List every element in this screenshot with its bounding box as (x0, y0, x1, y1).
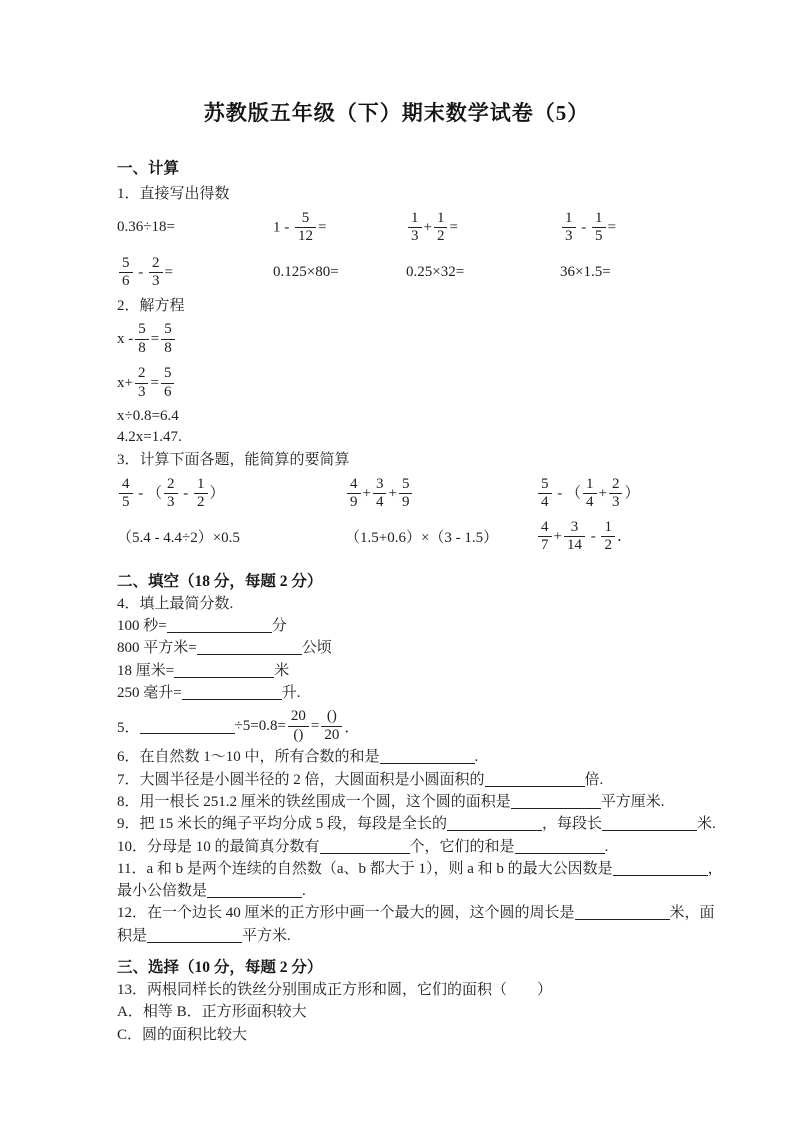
fraction-denominator: 3 (137, 384, 146, 401)
expr-text: = (318, 219, 327, 236)
expr-text: - (179, 485, 192, 502)
fraction-numerator: 2 (149, 256, 163, 274)
q3-expression-2 (345, 477, 536, 512)
expr-text: 公顷 (301, 640, 332, 657)
fraction (408, 211, 422, 246)
fraction-denominator: 20 (324, 726, 340, 743)
expr-text: + (598, 485, 607, 502)
q3-label: 3．计算下面各题，能简算的要简算 (117, 451, 350, 468)
expr-text: - (586, 528, 600, 545)
q1-row2 (117, 250, 698, 295)
expr-text: - (577, 219, 590, 236)
expr-text: 分 (271, 618, 287, 635)
fraction (538, 520, 552, 555)
fraction-numerator: 3 (373, 477, 387, 495)
expr-text: 升. (281, 685, 301, 702)
fraction (135, 366, 149, 401)
fraction (592, 211, 606, 246)
q4-line-1 (117, 615, 698, 637)
expr-text: 36×1.5= (560, 264, 611, 281)
expr-text: + (388, 485, 397, 502)
fraction-numerator: 5 (399, 477, 413, 495)
fraction-numerator: 3 (564, 520, 585, 538)
fraction-denominator: 3 (152, 273, 160, 290)
expr-text: - (134, 264, 147, 281)
fill-blank (197, 640, 302, 655)
q1-expression-8 (560, 264, 611, 281)
q11-line-2 (117, 880, 698, 902)
expr-text: 6．在自然数 1～10 中，所有合数的和是 (117, 749, 380, 766)
q1-expression-4 (560, 211, 616, 246)
fill-blank (174, 663, 274, 678)
q11-line-1 (117, 858, 723, 880)
q1-expression-2 (273, 211, 406, 246)
expr-text: ． (616, 528, 632, 545)
fraction-numerator: () (321, 709, 342, 727)
expr-text: ，每段长 (542, 816, 603, 833)
expr-text: 积是 (117, 927, 148, 944)
expr-text: = (607, 219, 616, 236)
q1-expression-5 (117, 256, 273, 291)
expr-text: 800 平方米= (117, 640, 197, 657)
expr-text: x+ (117, 375, 133, 392)
expr-text: 个，它们的和是 (409, 838, 515, 855)
expr-text: 米，面 (669, 905, 715, 922)
expr-text: x÷0.8=6.4 (117, 407, 179, 424)
q1-expression-6 (273, 264, 406, 281)
fraction (161, 366, 175, 401)
expr-text: + (553, 528, 562, 545)
fill-blank (182, 685, 282, 700)
fraction-numerator: 2 (135, 366, 149, 384)
expr-text: 1 - (273, 219, 293, 236)
expr-text: 米. (697, 816, 716, 833)
expr-text: . (604, 838, 609, 855)
fraction (562, 211, 576, 246)
fraction (583, 477, 597, 512)
fraction (161, 322, 175, 357)
fraction-numerator: 1 (583, 477, 597, 495)
expr-text: . (474, 749, 479, 766)
fraction-denominator: 3 (411, 228, 419, 245)
fraction-denominator: 2 (436, 228, 445, 245)
fraction-denominator: 2 (604, 537, 612, 554)
fraction (564, 520, 585, 555)
fill-blank (167, 618, 272, 633)
expr-text: = (150, 331, 160, 348)
fraction (601, 520, 615, 555)
q3-expression-1 (117, 477, 345, 512)
q2-equation-4 (117, 427, 698, 449)
q4-line-3 (117, 660, 698, 682)
fraction-numerator: 1 (562, 211, 576, 229)
fraction-denominator: 3 (565, 228, 573, 245)
fraction (399, 477, 413, 512)
expr-text: 0.25×32= (406, 264, 465, 281)
section-fill-heading: 二、填空（18 分，每题 2 分） (117, 572, 323, 590)
fill-blank (613, 861, 708, 876)
fraction-denominator: 7 (541, 537, 549, 554)
expr-text: 最小公倍数是 (117, 883, 208, 900)
fraction-denominator: 4 (586, 494, 594, 511)
fraction (347, 477, 361, 512)
expr-text: + (362, 485, 371, 502)
expr-text: 0.125×80= (273, 264, 339, 281)
section-calc-heading: 一、计算 (117, 160, 180, 177)
fraction-numerator: 5 (295, 211, 316, 229)
expr-text: 12．在一个边长 40 厘米的正方形中画一个最大的圆，这个圆的周长是 (117, 905, 575, 922)
expr-text: 7．大圆半径是小圆半径的 2 倍，大圆面积是小圆面积的 (117, 771, 485, 788)
fill-blank (140, 719, 235, 734)
fraction-numerator: 20 (288, 709, 309, 727)
q7-line (117, 769, 698, 791)
expr-text: = (150, 375, 159, 392)
section-choice-heading: 三、选择（10 分，每题 2 分） (117, 959, 323, 977)
fraction-numerator: 2 (164, 477, 178, 495)
expr-text: = (449, 219, 458, 236)
fraction-denominator: 4 (541, 494, 549, 511)
fraction (288, 709, 309, 744)
fraction-denominator: 9 (350, 494, 358, 511)
expr-text: - （ (553, 485, 581, 502)
fraction (295, 211, 316, 246)
expr-text: 平方米. (242, 927, 291, 944)
q13-stem: 13．两根同样长的铁丝分别围成正方形和圆，它们的面积（ ） (117, 982, 553, 999)
fraction-denominator: 3 (167, 494, 175, 511)
fraction (119, 256, 133, 291)
fill-blank (380, 749, 475, 764)
fraction-denominator: 12 (298, 228, 313, 245)
q3-expression-3 (536, 477, 639, 512)
q1-expression-7 (406, 264, 560, 281)
expr-text: = (310, 717, 320, 734)
fraction-numerator: 1 (194, 477, 208, 495)
q9-line (117, 813, 716, 835)
fraction (538, 477, 552, 512)
fraction (164, 477, 178, 512)
fill-blank (515, 839, 605, 854)
fraction (373, 477, 387, 512)
fill-blank (485, 772, 585, 787)
q10-line (117, 836, 698, 858)
q2-equation-2 (117, 362, 698, 406)
fraction-denominator: 5 (595, 228, 603, 245)
expr-text: 10．分母是 10 的最简真分数有 (117, 838, 320, 855)
fraction-numerator: 5 (135, 322, 149, 340)
fraction-denominator: 14 (566, 537, 582, 554)
fraction (135, 322, 149, 357)
q3-expression-6 (536, 520, 632, 555)
expr-text: 8．用一根长 251.2 厘米的铁丝围成一个圆，这个圆的面积是 (117, 793, 511, 810)
expr-text: 倍. (584, 771, 604, 788)
fill-blank (602, 816, 697, 831)
expr-text: ÷5=0.8= (234, 717, 286, 734)
fraction-numerator: 5 (161, 322, 175, 340)
expr-text: 5． (117, 719, 140, 736)
fill-blank (575, 905, 670, 920)
q1-label: 1．直接写出得数 (117, 186, 230, 202)
expr-text: 4.2x=1.47. (117, 429, 182, 446)
q3-row1 (117, 471, 698, 517)
fraction-denominator: 3 (611, 494, 620, 511)
q3-expression-5 (345, 526, 536, 547)
q4-label: 4．填上最简分数. (117, 595, 234, 612)
fraction-numerator: 1 (601, 520, 615, 538)
fill-blank (511, 794, 601, 809)
fraction-numerator: 1 (408, 211, 422, 229)
expr-text: （1.5+0.6）×（3 - 1.5） (345, 530, 499, 547)
fraction (149, 256, 163, 291)
expr-text: = (164, 264, 173, 281)
q12-line-1 (117, 902, 715, 924)
q4-line-4 (117, 682, 698, 704)
expr-text: （5.4 - 4.4÷2）×0.5 (117, 530, 240, 547)
expr-text: 9．把 15 米长的绳子平均分成 5 段，每段是全长的 (117, 816, 448, 833)
fill-blank (320, 839, 410, 854)
fraction (434, 211, 448, 246)
fraction-denominator: 6 (122, 273, 130, 290)
q5-line (117, 706, 698, 746)
q2-equation-3 (117, 406, 698, 428)
expr-text: 18 厘米= (117, 662, 175, 679)
exam-content (0, 158, 793, 1046)
expr-text: ） (209, 485, 225, 502)
fraction-numerator: 4 (347, 477, 361, 495)
fraction-denominator: 4 (375, 494, 384, 511)
q12-line-2 (117, 925, 698, 947)
fraction-denominator: 8 (138, 340, 146, 357)
q2-label: 2．解方程 (117, 298, 185, 315)
q1-expression-1 (117, 219, 273, 236)
q2-equation-1 (117, 318, 698, 362)
fraction-numerator: 5 (119, 256, 133, 274)
fraction-denominator: 2 (197, 494, 205, 511)
fraction-denominator: 6 (163, 384, 172, 401)
fraction (609, 477, 623, 512)
fraction-denominator: 9 (401, 494, 410, 511)
q6-line (117, 746, 698, 768)
exam-title: 苏教版五年级（下）期末数学试卷（5） (203, 101, 590, 125)
expr-text: ． (344, 719, 360, 736)
q4-line-2 (117, 637, 698, 659)
expr-text: 平方厘米. (600, 793, 665, 810)
fraction-numerator: 1 (434, 211, 448, 229)
expr-text: + (423, 219, 432, 236)
fill-blank (147, 928, 242, 943)
fraction (194, 477, 208, 512)
q3-expression-4 (117, 526, 345, 547)
fraction-numerator: 4 (119, 477, 133, 495)
fraction-numerator: 1 (592, 211, 606, 229)
expr-text: . (302, 883, 306, 900)
fraction-denominator: 8 (164, 340, 172, 357)
q3-row2 (117, 517, 698, 557)
expr-text: 0.36÷18= (117, 219, 175, 236)
q8-line (117, 791, 698, 813)
fraction-numerator: 5 (161, 366, 175, 384)
q13-option-ab: A．相等 B．正方形面积较大 (117, 1004, 307, 1021)
fraction-denominator: () (293, 726, 304, 743)
fraction (321, 709, 342, 744)
expr-text: 100 秒= (117, 618, 167, 635)
expr-text: 米 (274, 662, 290, 679)
fill-blank (207, 883, 302, 898)
q1-expression-3 (406, 211, 560, 246)
fraction-numerator: 5 (538, 477, 552, 495)
fraction-denominator: 5 (122, 494, 130, 511)
expr-text: 250 毫升= (117, 685, 182, 702)
expr-text: x - (117, 331, 134, 348)
expr-text: 11．a 和 b 是两个连续的自然数（a、b 都大于 1），则 a 和 b 的最大公因数是 (117, 860, 613, 877)
expr-text: ， (707, 860, 723, 877)
q13-option-c: C．圆的面积比较大 (117, 1026, 248, 1043)
fraction (119, 477, 133, 512)
fraction-numerator: 4 (538, 520, 552, 538)
fill-blank (447, 816, 542, 831)
expr-text: ） (624, 485, 640, 502)
expr-text: - （ (134, 485, 162, 502)
fraction-numerator: 2 (609, 477, 623, 495)
q1-row1 (117, 205, 698, 250)
